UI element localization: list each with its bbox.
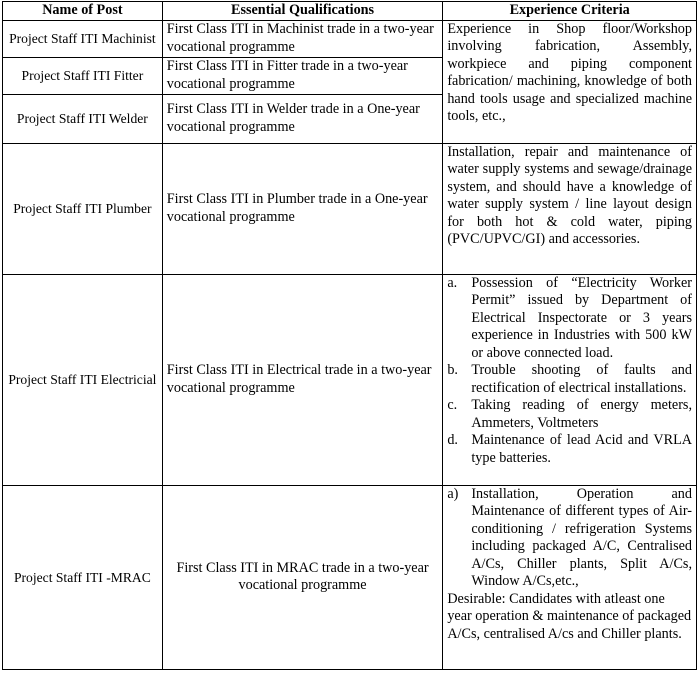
header-name-of-post: Name of Post (3, 2, 163, 21)
table-row (3, 20, 697, 57)
list-text: Possession of “Electricity Worker Permit” issued by Department of Electrical Inspectorate or 3 years experience in Industries with 500 kW or above connected load. (471, 274, 692, 361)
qualification: First Class ITI in Machinist trade in a two-year vocational programme (162, 20, 443, 57)
list-marker: d. (447, 432, 458, 448)
experience-list (447, 486, 692, 591)
list-item (447, 362, 692, 397)
list-marker: b. (447, 362, 458, 378)
list-text: Taking reading of energy meters, Ammeters, Voltmeters (471, 397, 692, 431)
experience-criteria (443, 485, 697, 669)
experience-criteria (443, 274, 697, 485)
post-name: Project Staff ITI Electricial (3, 274, 163, 485)
header-experience-criteria: Experience Criteria (443, 2, 697, 21)
table-row (3, 274, 697, 485)
experience-criteria: Installation, repair and maintenance of water supply systems and sewage/drainage system, and should have a knowledge of water supply system / line layout design for both hot & cold water, piping (PVC/UPVC/GI) and accessories. (443, 143, 697, 274)
post-name: Project Staff ITI Welder (3, 94, 163, 143)
list-text: Trouble shooting of faults and rectification of electrical installations. (471, 362, 692, 396)
header-essential-qualifications: Essential Qualifications (162, 2, 443, 21)
qualification: First Class ITI in Fitter trade in a two-year vocational programme (162, 57, 443, 94)
qualification: First Class ITI in MRAC trade in a two-year vocational programme (162, 485, 443, 669)
list-marker: a. (447, 274, 458, 291)
experience-criteria: Experience in Shop floor/Workshop involving fabrication, Assembly, workpiece and piping component fabrication/ machining, knowledge of both hand tools usage and specialized machine tools, etc., (443, 20, 697, 143)
list-marker: c. (447, 397, 458, 413)
list-item (447, 275, 692, 363)
list-text: Installation, Operation and Maintenance of different types of Air-conditioning / refrigeration Systems including packaged A/C, Centralised A/Cs, Chiller plants, Split A/Cs, Window A/Cs,etc., (471, 485, 692, 589)
experience-list (447, 275, 692, 468)
list-marker: a) (447, 485, 459, 502)
post-name: Project Staff ITI Plumber (3, 143, 163, 274)
table-row (3, 485, 697, 669)
post-name: Project Staff ITI Fitter (3, 57, 163, 94)
list-text: Maintenance of lead Acid and VRLA type batteries. (471, 432, 692, 466)
list-item (447, 397, 692, 432)
post-name: Project Staff ITI Machinist (3, 20, 163, 57)
table-header-row (3, 2, 697, 21)
post-name: Project Staff ITI -MRAC (3, 485, 163, 669)
qualification: First Class ITI in Electrical trade in a two-year vocational programme (162, 274, 443, 485)
desirable-note: Desirable: Candidates with atleast one year operation & maintenance of packaged A/Cs, centralised A/cs and Chiller plants. (447, 590, 692, 642)
qualifications-table (2, 1, 697, 670)
list-item (447, 432, 692, 467)
list-item (447, 486, 692, 591)
qualification: First Class ITI in Welder trade in a One-year vocational programme (162, 94, 443, 143)
table-row (3, 143, 697, 274)
qualification: First Class ITI in Plumber trade in a One-year vocational programme (162, 143, 443, 274)
